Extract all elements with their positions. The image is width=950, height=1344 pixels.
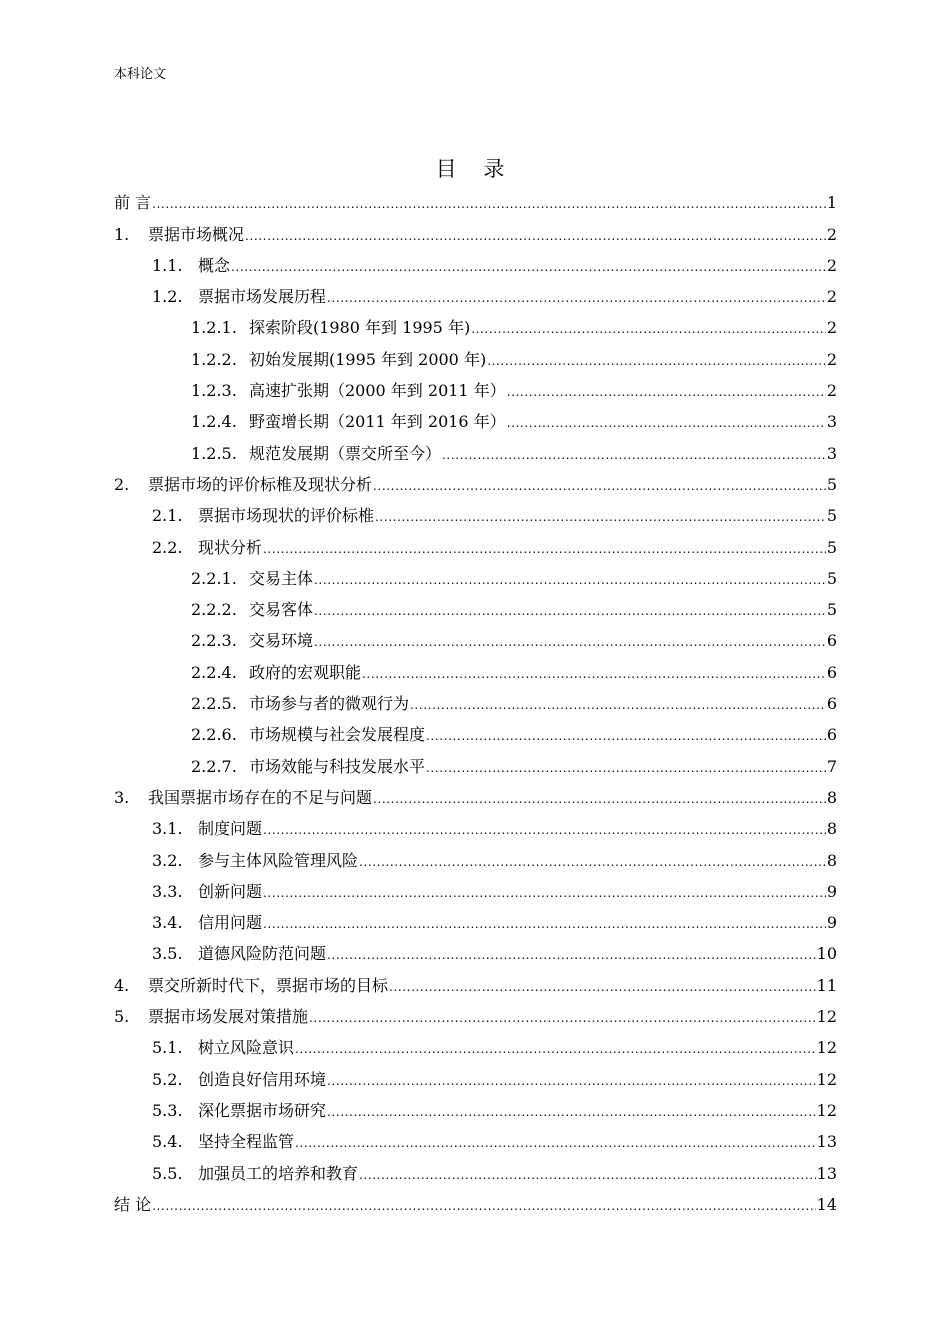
toc-entry[interactable] — [114, 558, 837, 589]
dot-leader — [362, 666, 826, 680]
toc-entry-label: 交易主体 — [249, 568, 314, 588]
toc-entry-number: 5.5. — [152, 1163, 183, 1183]
toc-entry-label: 参与主体风险管理风险 — [198, 850, 359, 870]
dot-leader — [314, 572, 826, 586]
toc-entry-number: 2.2.4. — [191, 662, 237, 682]
toc-entry-label: 票据市场的评价标椎及现状分析 — [148, 474, 373, 494]
dot-leader — [263, 916, 826, 930]
toc-entry[interactable] — [114, 933, 837, 964]
toc-entry-number: 5.1. — [152, 1038, 183, 1058]
toc-entry-page-number: 8 — [826, 787, 837, 807]
toc-entry[interactable] — [114, 1121, 837, 1152]
dot-leader — [442, 447, 826, 461]
toc-entry-label: 现状分析 — [198, 537, 263, 557]
toc-entry-page-number: 6 — [826, 631, 837, 651]
toc-entry-page-number: 8 — [826, 819, 837, 839]
dot-leader — [263, 541, 826, 555]
dot-leader — [507, 415, 826, 429]
dot-leader — [309, 1010, 816, 1024]
toc-entry-page-number: 5 — [826, 568, 837, 588]
toc-entry-page-number: 12 — [816, 1069, 837, 1089]
toc-entry-number: 1.2.1. — [191, 318, 237, 338]
toc-entry-page-number: 3 — [826, 412, 837, 432]
toc-entry-label: 规范发展期（票交所至今） — [249, 443, 442, 463]
toc-entry-label: 票据市场发展对策措施 — [148, 1007, 309, 1027]
toc-entry-label: 票交所新时代下，票据市场的目标 — [148, 975, 389, 995]
toc-entry-label: 我国票据市场存在的不足与问题 — [148, 787, 373, 807]
toc-entry-number: 1.2. — [152, 287, 183, 307]
toc-entry-number: 3.4. — [152, 913, 183, 933]
toc-entry-number: 2.2.5. — [191, 694, 237, 714]
toc-entry-label: 票据市场发展历程 — [198, 287, 327, 307]
toc-entry-page-number: 3 — [826, 443, 837, 463]
toc-entry-number: 2.2.7. — [191, 756, 237, 776]
dot-leader — [231, 259, 826, 273]
toc-entry[interactable] — [114, 745, 837, 776]
toc-entry-label: 野蛮增长期（2011 年到 2016 年） — [249, 412, 506, 432]
toc-entry-label: 创造良好信用环境 — [198, 1069, 327, 1089]
toc-entry[interactable] — [114, 1090, 837, 1121]
dot-leader — [295, 1135, 816, 1149]
toc-entry[interactable] — [114, 651, 837, 682]
toc-entry-label: 前 言 — [114, 193, 152, 213]
toc-entry-page-number: 11 — [816, 975, 837, 995]
toc-entry-label: 树立风险意识 — [198, 1038, 295, 1058]
toc-entry-number: 1.2.5. — [191, 443, 237, 463]
toc-entry[interactable] — [114, 964, 837, 995]
toc-entry-page-number: 2 — [826, 318, 837, 338]
toc-entry[interactable] — [114, 902, 837, 933]
toc-entry-label: 信用问题 — [198, 913, 263, 933]
toc-entry-page-number: 6 — [826, 725, 837, 745]
toc-entry-number: 3.5. — [152, 944, 183, 964]
toc-entry-number: 1.2.2. — [191, 349, 237, 369]
toc-entry-label: 票据市场概况 — [148, 224, 245, 244]
dot-leader — [327, 290, 826, 304]
toc-entry-label: 交易环境 — [249, 631, 314, 651]
toc-entry[interactable] — [114, 1058, 837, 1089]
dot-leader — [152, 196, 826, 210]
toc-entry-label: 概念 — [198, 255, 231, 275]
toc-entry-number: 5.3. — [152, 1100, 183, 1120]
dot-leader — [389, 979, 816, 993]
toc-entry[interactable] — [114, 683, 837, 714]
toc-entry-page-number: 9 — [826, 881, 837, 901]
toc-entry[interactable] — [114, 871, 837, 902]
dot-leader — [373, 791, 826, 805]
toc-entry-page-number: 12 — [816, 1007, 837, 1027]
toc-entry-page-number: 13 — [816, 1163, 837, 1183]
toc-entry-label: 市场参与者的微观行为 — [249, 694, 410, 714]
toc-entry-number: 3.2. — [152, 850, 183, 870]
toc-entry[interactable] — [114, 808, 837, 839]
toc-entry-page-number: 1 — [826, 193, 837, 213]
toc-entry-number: 5. — [114, 1007, 130, 1027]
toc-entry-number: 2. — [114, 474, 130, 494]
toc-entry-label: 制度问题 — [198, 819, 263, 839]
dot-leader — [263, 822, 826, 836]
toc-entry-page-number: 5 — [826, 474, 837, 494]
toc-entry[interactable] — [114, 338, 837, 369]
toc-entry-number: 1. — [114, 224, 130, 244]
toc-entry-label: 创新问题 — [198, 881, 263, 901]
toc-entry-page-number: 8 — [826, 850, 837, 870]
toc-entry-label: 加强员工的培养和教育 — [198, 1163, 359, 1183]
toc-entry-page-number: 2 — [826, 381, 837, 401]
toc-entry[interactable] — [114, 432, 837, 463]
toc-entry[interactable] — [114, 714, 837, 745]
toc-entry[interactable] — [114, 370, 837, 401]
toc-entry-page-number: 2 — [826, 349, 837, 369]
toc-entry-number: 4. — [114, 975, 130, 995]
toc-entry-number: 5.2. — [152, 1069, 183, 1089]
toc-entry[interactable] — [114, 213, 837, 244]
toc-entry[interactable] — [114, 1152, 837, 1183]
toc-entry-label: 票据市场现状的评价标椎 — [198, 506, 375, 526]
toc-entry[interactable] — [114, 307, 837, 338]
toc-entry-label: 深化票据市场研究 — [198, 1100, 327, 1120]
toc-entry[interactable] — [114, 589, 837, 620]
dot-leader — [487, 353, 826, 367]
toc-entry-number: 1.2.3. — [191, 381, 237, 401]
toc-entry-number: 5.4. — [152, 1132, 183, 1152]
toc-entry-page-number: 9 — [826, 913, 837, 933]
toc-entry-label: 政府的宏观职能 — [249, 662, 362, 682]
toc-entry[interactable] — [114, 182, 837, 213]
toc-entry[interactable] — [114, 620, 837, 651]
toc-entry-number: 2.2.1. — [191, 568, 237, 588]
toc-entry-number: 2.2.6. — [191, 725, 237, 745]
toc-entry-label: 坚持全程监管 — [198, 1132, 295, 1152]
toc-entry[interactable] — [114, 1184, 837, 1215]
toc-entry-label: 道德风险防范问题 — [198, 944, 327, 964]
toc-entry-page-number: 7 — [826, 756, 837, 776]
dot-leader — [375, 509, 826, 523]
toc-entry-label: 交易客体 — [249, 600, 314, 620]
toc-entry[interactable] — [114, 777, 837, 808]
toc-entry[interactable] — [114, 1027, 837, 1058]
toc-entry-page-number: 2 — [826, 287, 837, 307]
dot-leader — [295, 1041, 816, 1055]
toc-entry-page-number: 12 — [816, 1100, 837, 1120]
dot-leader — [263, 885, 826, 899]
toc-entry[interactable] — [114, 245, 837, 276]
toc-entry-page-number: 14 — [816, 1194, 837, 1214]
toc-entry-label: 初始发展期(1995 年到 2000 年) — [249, 349, 487, 369]
dot-leader — [426, 728, 826, 742]
toc-entry-page-number: 10 — [816, 944, 837, 964]
toc-entry-page-number: 2 — [826, 224, 837, 244]
toc-entry-number: 2.1. — [152, 506, 183, 526]
table-of-contents — [114, 182, 837, 1215]
toc-entry-page-number: 5 — [826, 537, 837, 557]
toc-entry-number: 1.2.4. — [191, 412, 237, 432]
toc-entry-label: 探索阶段(1980 年到 1995 年) — [249, 318, 471, 338]
toc-entry-page-number: 6 — [826, 662, 837, 682]
toc-entry[interactable] — [114, 526, 837, 557]
toc-entry[interactable] — [114, 495, 837, 526]
toc-entry-page-number: 5 — [826, 600, 837, 620]
toc-entry-label: 结 论 — [114, 1194, 152, 1214]
toc-title: 目 录 — [435, 157, 515, 181]
toc-entry-number: 2.2.3. — [191, 631, 237, 651]
toc-entry-label: 市场效能与科技发展水平 — [249, 756, 426, 776]
dot-leader — [327, 947, 816, 961]
toc-entry-page-number: 5 — [826, 506, 837, 526]
dot-leader — [426, 760, 826, 774]
toc-entry[interactable] — [114, 839, 837, 870]
toc-entry[interactable] — [114, 464, 837, 495]
dot-leader — [410, 697, 826, 711]
dot-leader — [327, 1104, 816, 1118]
dot-leader — [245, 228, 826, 242]
dot-leader — [314, 603, 826, 617]
dot-leader — [507, 384, 826, 398]
dot-leader — [359, 854, 826, 868]
dot-leader — [373, 478, 826, 492]
toc-entry-label: 市场规模与社会发展程度 — [249, 725, 426, 745]
toc-entry-number: 3. — [114, 787, 130, 807]
toc-entry-page-number: 6 — [826, 694, 837, 714]
dot-leader — [314, 634, 826, 648]
toc-entry-number: 1.1. — [152, 255, 183, 275]
toc-entry-number: 3.3. — [152, 881, 183, 901]
page-header: 本科论文 — [114, 67, 167, 82]
toc-entry-page-number: 13 — [816, 1132, 837, 1152]
dot-leader — [471, 321, 826, 335]
toc-entry-page-number: 2 — [826, 255, 837, 275]
toc-entry-number: 2.2.2. — [191, 600, 237, 620]
toc-entry-number: 2.2. — [152, 537, 183, 557]
dot-leader — [359, 1167, 816, 1181]
toc-entry-page-number: 12 — [816, 1038, 837, 1058]
dot-leader — [152, 1198, 816, 1212]
toc-entry[interactable] — [114, 276, 837, 307]
toc-entry-number: 3.1. — [152, 819, 183, 839]
toc-entry[interactable] — [114, 401, 837, 432]
toc-entry-label: 高速扩张期（2000 年到 2011 年） — [249, 381, 506, 401]
toc-entry[interactable] — [114, 996, 837, 1027]
dot-leader — [327, 1073, 816, 1087]
